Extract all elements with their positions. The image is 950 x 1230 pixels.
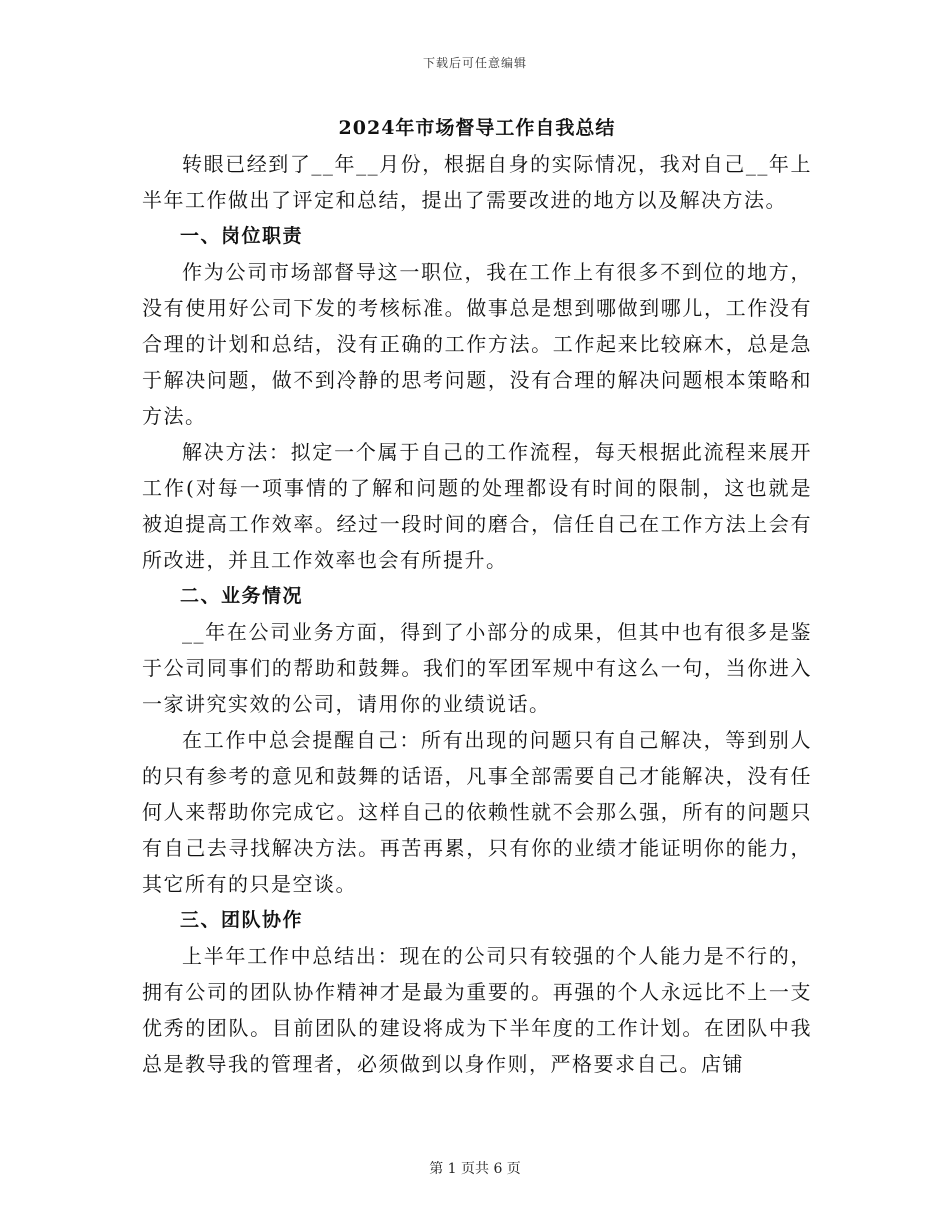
- paragraph-solution: 解决方法：拟定一个属于自己的工作流程，每天根据此流程来展开工作(对每一项事情的了解和问题的处理都设有时间的限制，这也就是被迫提高工作效率。经过一段时间的磨合，信任自己在工作方法上会有所改进，并且工作效率也会有所提升。: [142, 440, 812, 572]
- section-heading-teamwork: 三、团队协作: [180, 909, 304, 931]
- paragraph-self-reminder: 在工作中总会提醒自己：所有出现的问题只有自己解决，等到别人的只有参考的意见和鼓舞的话语，凡事全部需要自己才能解决，没有任何人来帮助你完成它。这样自己的依赖性就不会那么强，所有的问题只有自己去寻找解决方法。再苦再累，只有你的业绩才能证明你的能力，其它所有的只是空谈。: [142, 728, 812, 896]
- header-note: 下载后可任意编辑: [422, 56, 527, 70]
- paragraph-teamwork: 上半年工作中总结出：现在的公司只有较强的个人能力是不行的，拥有公司的团队协作精神才是最为重要的。再强的个人永远比不上一支优秀的团队。目前团队的建设将成为下半年度的工作计划。在团队中我总是教导我的管理者，必须做到以身作则，严格要求自己。店铺: [142, 944, 812, 1076]
- page-number: 第 1 页共 6 页: [429, 1161, 521, 1177]
- paragraph-business: __年在公司业务方面，得到了小部分的成果，但其中也有很多是鉴于公司同事们的帮助和鼓舞。我们的军团军规中有这么一句，当你进入一家讲究实效的公司，请用你的业绩说话。: [142, 620, 812, 716]
- section-heading-duties: 一、岗位职责: [180, 225, 304, 247]
- section-heading-business: 二、业务情况: [180, 585, 304, 607]
- document-body: [142, 112, 812, 1082]
- paragraph-duties: 作为公司市场部督导这一职位，我在工作上有很多不到位的地方，没有使用好公司下发的考核标准。做事总是想到哪做到哪儿，工作没有合理的计划和总结，没有正确的工作方法。工作起来比较麻木，总是急于解决问题，做不到冷静的思考问题，没有合理的解决问题根本策略和方法。: [142, 260, 812, 428]
- paragraph-intro: 转眼已经到了__年__月份，根据自身的实际情况，我对自己__年上半年工作做出了评定和总结，提出了需要改进的地方以及解决方法。: [142, 152, 812, 212]
- document-title: 2024年市场督导工作自我总结: [338, 117, 616, 139]
